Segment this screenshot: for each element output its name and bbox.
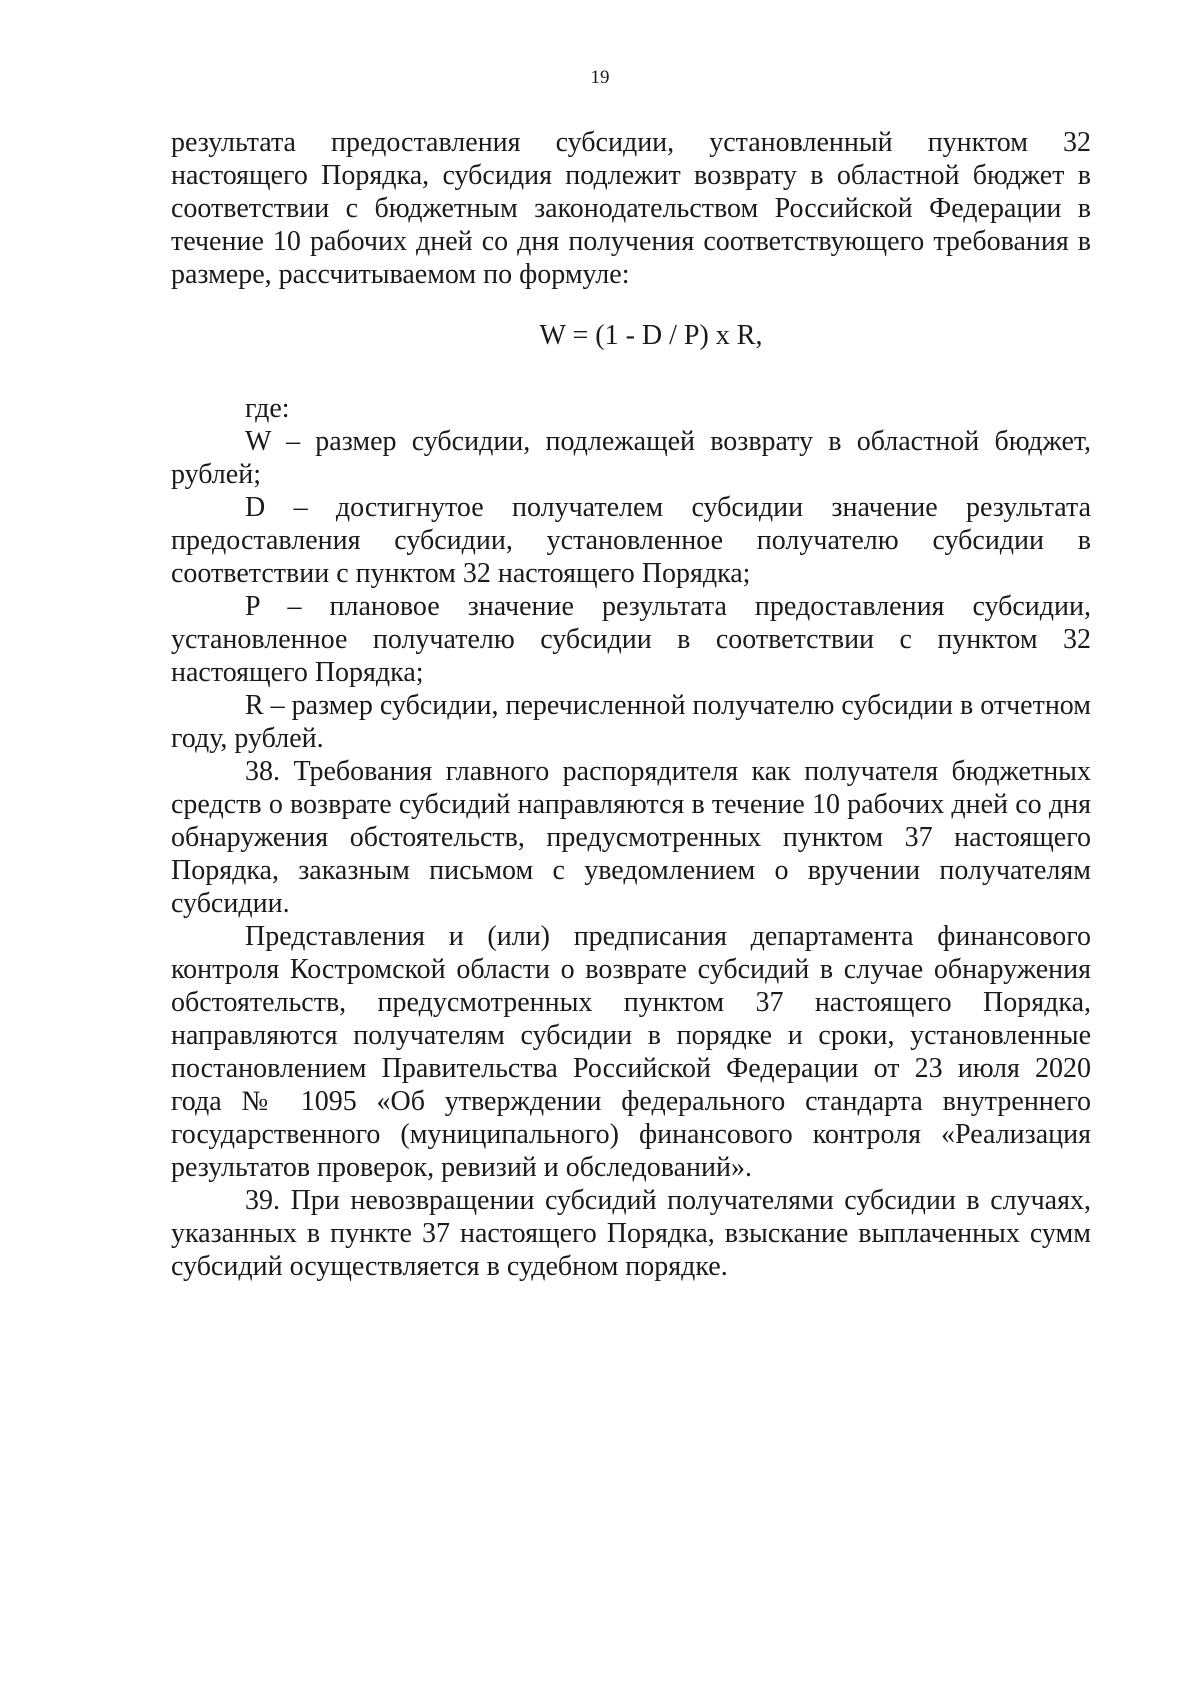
paragraph-continuation: результата предоставления субсидии, установленный пунктом 32 настоящего Порядка, субсидия подлежит возврату в областной бюджет в соответствии с бюджетным законодательством Российской Федерации в течение 10 рабочих дней со дня получения соответствующего требования в размере, рассчитываемом по формуле: [171, 127, 1091, 290]
page-number: 19 [590, 67, 610, 88]
paragraph-where: где: [245, 393, 290, 424]
paragraph-item-38-second: Представления и (или) предписания департамента финансового контроля Костромской области о возврате субсидий в случае обнаружения обстоятельств, предусмотренных пунктом 37 настоящего Порядка, направляются получателям субсидии в порядке и сроки, установленные постановлением Правительства Российской Федерации от 23 июля 2020 года № 1095 «Об утверждении федерального стандарта внутреннего государственного (муниципального) финансового контроля «Реализация результатов проверок, ревизий и обследований». [171, 921, 1091, 1183]
definition-p: P – плановое значение результата предоставления субсидии, установленное получателю субсидии в соответствии с пунктом 32 настоящего Порядка; [171, 591, 1091, 688]
formula: W = (1 - D / P) x R, [539, 320, 763, 351]
paragraph-item-38: 38. Требования главного распорядителя как получателя бюджетных средств о возврате субсидий направляются в течение 10 рабочих дней со дня обнаружения обстоятельств, предусмотренных пунктом 37 настоящего Порядка, заказным письмом с уведомлением о вручении получателям субсидии. [171, 756, 1091, 919]
paragraph-item-39: 39. При невозвращении субсидий получателями субсидии в случаях, указанных в пункте 37 настоящего Порядка, взыскание выплаченных сумм субсидий осуществляется в судебном порядке. [171, 1185, 1091, 1282]
document-body [171, 126, 1091, 1283]
definition-r: R – размер субсидии, перечисленной получателю субсидии в отчетном году, рублей. [171, 690, 1091, 754]
definition-w: W – размер субсидии, подлежащей возврату в областной бюджет, рублей; [171, 426, 1091, 490]
definition-d: D – достигнутое получателем субсидии значение результата предоставления субсидии, установленное получателю субсидии в соответствии с пунктом 32 настоящего Порядка; [171, 492, 1091, 589]
